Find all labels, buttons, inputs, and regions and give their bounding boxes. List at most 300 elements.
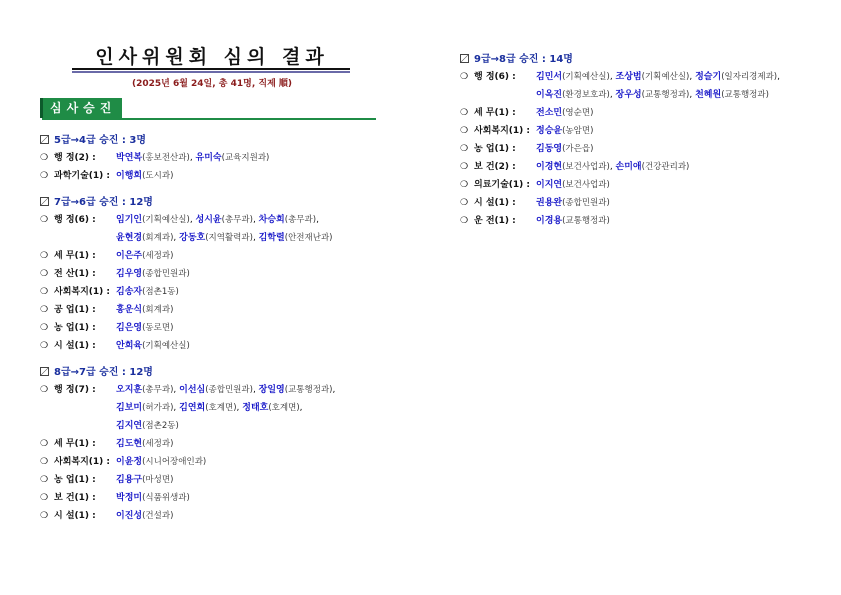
category-name: 전 산 bbox=[54, 269, 75, 279]
category-name: 행 정 bbox=[54, 385, 75, 395]
checkbox-icon bbox=[40, 135, 49, 144]
bullet-icon: ❍ bbox=[40, 511, 49, 521]
close-paren: ) bbox=[765, 90, 769, 100]
category-name: 공 업 bbox=[54, 305, 75, 315]
close-paren: ) bbox=[773, 72, 778, 82]
person-name: 김민서 bbox=[536, 72, 563, 82]
separator: , bbox=[173, 403, 180, 413]
people-list bbox=[116, 149, 269, 167]
category-name: 운 전 bbox=[474, 216, 495, 226]
person-name: 유미숙 bbox=[195, 153, 222, 163]
bullet-icon: ❍ bbox=[460, 108, 469, 118]
close-paren: ) bbox=[170, 403, 174, 413]
separator: , bbox=[236, 403, 243, 413]
people-list bbox=[116, 229, 332, 247]
department: 영순면 bbox=[565, 108, 591, 118]
category-label bbox=[54, 435, 116, 453]
people-list bbox=[116, 337, 190, 355]
category-name: 세 무 bbox=[54, 439, 75, 449]
people-list bbox=[116, 453, 206, 471]
department: 가은읍 bbox=[565, 144, 591, 154]
open-paren: ( bbox=[142, 457, 146, 467]
category-name: 행 정 bbox=[474, 72, 495, 82]
category-name: 보 건 bbox=[474, 162, 495, 172]
open-paren: ( bbox=[641, 90, 645, 100]
category-count: (1) : bbox=[508, 180, 531, 190]
category-label bbox=[54, 149, 116, 167]
person-name: 장일영 bbox=[258, 385, 285, 395]
separator: , bbox=[173, 385, 180, 395]
person-name: 김우영 bbox=[116, 269, 143, 279]
open-paren: ( bbox=[142, 323, 146, 333]
separator: , bbox=[689, 72, 696, 82]
department: 마성면 bbox=[145, 475, 171, 485]
bullet-icon: ❍ bbox=[40, 439, 49, 449]
bullet-icon: ❍ bbox=[460, 198, 469, 208]
category-row bbox=[40, 453, 400, 471]
people-list bbox=[116, 435, 173, 453]
person-name: 김보미 bbox=[116, 403, 143, 413]
close-paren: ) bbox=[186, 269, 190, 279]
category-row bbox=[460, 176, 830, 194]
category-name: 농 업 bbox=[474, 144, 495, 154]
person-name: 김지연 bbox=[116, 421, 143, 431]
people-list bbox=[116, 417, 179, 435]
open-paren: ( bbox=[142, 251, 146, 261]
person-name: 권용완 bbox=[536, 198, 563, 208]
department: 종합민원과 bbox=[145, 269, 187, 279]
department: 교통행정과 bbox=[288, 385, 330, 395]
category-row bbox=[460, 68, 830, 86]
people-list bbox=[116, 319, 173, 337]
department: 호계면 bbox=[208, 403, 234, 413]
category-count: (1) : bbox=[494, 198, 516, 208]
category-label bbox=[54, 211, 116, 229]
open-paren: ( bbox=[142, 421, 146, 431]
title-underline bbox=[72, 68, 350, 70]
group-spacer bbox=[40, 185, 400, 195]
department: 기획예산실 bbox=[565, 72, 607, 82]
category-count: (1) : bbox=[494, 108, 516, 118]
close-paren: ) bbox=[606, 72, 610, 82]
people-list bbox=[536, 158, 689, 176]
department: 건강관리과 bbox=[644, 162, 687, 172]
category-name: 세 무 bbox=[54, 251, 75, 261]
category-count: (1) : bbox=[74, 439, 96, 449]
open-paren: ( bbox=[221, 153, 225, 163]
person-name: 이은주 bbox=[116, 251, 143, 261]
category-label bbox=[474, 212, 536, 230]
people-list bbox=[536, 104, 593, 122]
close-paren: ) bbox=[606, 216, 610, 226]
category-name: 보 건 bbox=[54, 493, 75, 503]
close-paren: ) bbox=[329, 233, 333, 243]
group-title: 8급→7급 승진 : 12명 bbox=[54, 367, 153, 378]
department: 시니어장애인과 bbox=[145, 457, 203, 467]
person-name: 이선심 bbox=[179, 385, 206, 395]
category-row bbox=[40, 471, 400, 489]
category-count: (1) : bbox=[74, 475, 96, 485]
people-list bbox=[536, 122, 593, 140]
person-name: 김은영 bbox=[116, 323, 143, 333]
category-label bbox=[474, 140, 536, 158]
department: 안전재난과 bbox=[288, 233, 330, 243]
close-paren: ) bbox=[296, 403, 300, 413]
close-paren: ) bbox=[170, 251, 174, 261]
people-list bbox=[536, 176, 610, 194]
department: 환경보호과 bbox=[565, 90, 607, 100]
close-paren: ) bbox=[175, 287, 179, 297]
category-count: (1) : bbox=[74, 493, 96, 503]
category-row bbox=[460, 140, 830, 158]
category-label bbox=[474, 176, 536, 194]
department: 점촌1동 bbox=[145, 287, 176, 297]
group-heading bbox=[40, 133, 400, 149]
person-name: 김연희 bbox=[179, 403, 206, 413]
category-row bbox=[40, 211, 400, 229]
bullet-icon: ❍ bbox=[40, 251, 49, 261]
category-name: 사회복지 bbox=[474, 126, 509, 136]
bullet-icon: ❍ bbox=[40, 269, 49, 279]
open-paren: ( bbox=[142, 215, 146, 225]
department: 교통행정과 bbox=[724, 90, 766, 100]
category-row-continued bbox=[40, 229, 400, 247]
bullet-icon: ❍ bbox=[40, 153, 49, 163]
people-list bbox=[116, 211, 319, 229]
open-paren: ( bbox=[142, 305, 146, 315]
category-name: 시 설 bbox=[54, 511, 75, 521]
person-name: 천혜원 bbox=[695, 90, 722, 100]
person-name: 손미애 bbox=[615, 162, 642, 172]
people-list bbox=[536, 140, 593, 158]
category-name: 사회복지 bbox=[54, 287, 89, 297]
close-paren: ) bbox=[186, 341, 190, 351]
department: 총무과 bbox=[145, 385, 171, 395]
category-count: (6) : bbox=[494, 72, 516, 82]
checkbox-icon bbox=[40, 197, 49, 206]
open-paren: ( bbox=[142, 341, 146, 351]
person-name: 정슬기 bbox=[695, 72, 722, 82]
person-name: 김동영 bbox=[536, 144, 563, 154]
category-label bbox=[54, 247, 116, 265]
bullet-icon: ❍ bbox=[460, 162, 469, 172]
close-paren: ) bbox=[606, 198, 610, 208]
person-name: 전소민 bbox=[536, 108, 563, 118]
category-count: (1) : bbox=[494, 216, 516, 226]
close-paren: ) bbox=[590, 126, 594, 136]
category-count: (1) : bbox=[74, 511, 96, 521]
group-spacer bbox=[460, 230, 830, 240]
section-tab: 심사승진 bbox=[42, 98, 122, 118]
close-paren: ) bbox=[266, 153, 270, 163]
bullet-icon: ❍ bbox=[40, 305, 49, 315]
close-paren: ) bbox=[686, 162, 690, 172]
open-paren: ( bbox=[142, 233, 146, 243]
close-paren: ) bbox=[202, 457, 207, 467]
bullet-icon: ❍ bbox=[40, 323, 49, 333]
open-paren: ( bbox=[142, 439, 146, 449]
bullet-icon: ❍ bbox=[460, 144, 469, 154]
open-paren: ( bbox=[562, 180, 566, 190]
close-paren: ) bbox=[590, 108, 594, 118]
close-paren: ) bbox=[170, 171, 174, 181]
person-name: 김송자 bbox=[116, 287, 143, 297]
department: 세정과 bbox=[145, 439, 171, 449]
people-list bbox=[536, 68, 780, 86]
open-paren: ( bbox=[142, 475, 146, 485]
people-list bbox=[536, 86, 769, 104]
category-count: (2) : bbox=[494, 162, 516, 172]
open-paren: ( bbox=[562, 144, 566, 154]
person-name: 안희육 bbox=[116, 341, 143, 351]
category-name: 사회복지 bbox=[54, 457, 89, 467]
department: 동로면 bbox=[145, 323, 171, 333]
people-list bbox=[536, 212, 610, 230]
category-name: 행 정 bbox=[54, 153, 75, 163]
people-list bbox=[116, 301, 173, 319]
promotion-group bbox=[40, 133, 400, 185]
separator: , bbox=[299, 403, 303, 413]
category-label bbox=[474, 158, 536, 176]
separator: , bbox=[332, 385, 336, 395]
department: 교통행정과 bbox=[644, 90, 687, 100]
department: 홍보전산과 bbox=[145, 153, 187, 163]
separator: , bbox=[609, 72, 616, 82]
category-row bbox=[40, 319, 400, 337]
left-column bbox=[40, 133, 400, 535]
open-paren: ( bbox=[284, 385, 289, 395]
bullet-icon: ❍ bbox=[40, 385, 49, 395]
open-paren: ( bbox=[562, 198, 566, 208]
category-label bbox=[54, 167, 116, 185]
open-paren: ( bbox=[268, 403, 272, 413]
category-name: 시 설 bbox=[54, 341, 75, 351]
category-row bbox=[40, 265, 400, 283]
close-paren: ) bbox=[590, 144, 594, 154]
people-list bbox=[116, 507, 173, 525]
promotion-group bbox=[460, 52, 830, 230]
department: 회계과 bbox=[145, 233, 171, 243]
separator: , bbox=[777, 72, 780, 82]
category-count: (6) : bbox=[74, 215, 96, 225]
department: 건설과 bbox=[145, 511, 171, 521]
open-paren: ( bbox=[205, 403, 209, 413]
person-name: 정승윤 bbox=[536, 126, 563, 136]
promotion-group bbox=[40, 365, 400, 525]
category-name: 농 업 bbox=[54, 475, 75, 485]
open-paren: ( bbox=[205, 385, 209, 395]
people-list bbox=[116, 471, 173, 489]
category-row bbox=[40, 247, 400, 265]
bullet-icon: ❍ bbox=[40, 171, 49, 181]
separator: , bbox=[316, 215, 319, 225]
separator: , bbox=[689, 90, 696, 100]
category-name: 행 정 bbox=[54, 215, 75, 225]
person-name: 박정미 bbox=[116, 493, 143, 503]
open-paren: ( bbox=[142, 153, 146, 163]
category-label bbox=[474, 68, 536, 86]
department: 보건사업과 bbox=[565, 162, 607, 172]
open-paren: ( bbox=[641, 162, 645, 172]
department: 종합민원과 bbox=[208, 385, 250, 395]
category-count: (1) : bbox=[508, 126, 531, 136]
separator: , bbox=[252, 233, 259, 243]
open-paren: ( bbox=[562, 72, 566, 82]
department: 총무과 bbox=[288, 215, 313, 225]
category-row bbox=[460, 212, 830, 230]
category-label bbox=[54, 301, 116, 319]
category-row bbox=[40, 149, 400, 167]
person-name: 홍운식 bbox=[116, 305, 143, 315]
bullet-icon: ❍ bbox=[460, 72, 469, 82]
department: 회계과 bbox=[145, 305, 171, 315]
person-name: 임기인 bbox=[116, 215, 143, 225]
people-list bbox=[116, 489, 190, 507]
person-name: 조상범 bbox=[615, 72, 642, 82]
category-name: 세 무 bbox=[474, 108, 495, 118]
person-name: 김도현 bbox=[116, 439, 143, 449]
category-count: (1) : bbox=[494, 144, 516, 154]
category-count: (1) : bbox=[74, 323, 96, 333]
category-row bbox=[460, 104, 830, 122]
category-label bbox=[54, 381, 116, 399]
category-label bbox=[54, 471, 116, 489]
close-paren: ) bbox=[249, 215, 253, 225]
open-paren: ( bbox=[284, 215, 289, 225]
separator: , bbox=[609, 162, 616, 172]
department: 일자리경제과 bbox=[724, 72, 774, 82]
department: 교육지원과 bbox=[224, 153, 267, 163]
department: 세정과 bbox=[145, 251, 171, 261]
close-paren: ) bbox=[170, 323, 174, 333]
bullet-icon: ❍ bbox=[40, 475, 49, 485]
open-paren: ( bbox=[562, 162, 566, 172]
right-column bbox=[460, 52, 830, 240]
category-label bbox=[474, 194, 536, 212]
person-name: 김학렬 bbox=[258, 233, 285, 243]
group-title: 7급→6급 승진 : 12명 bbox=[54, 197, 153, 208]
category-row-continued bbox=[40, 399, 400, 417]
category-count: (1) : bbox=[88, 287, 111, 297]
open-paren: ( bbox=[221, 215, 225, 225]
group-title: 5급→4급 승진 : 3명 bbox=[54, 135, 146, 146]
person-name: 이진성 bbox=[116, 511, 143, 521]
close-paren: ) bbox=[606, 90, 610, 100]
close-paren: ) bbox=[329, 385, 333, 395]
person-name: 이지연 bbox=[536, 180, 563, 190]
section-underline bbox=[42, 118, 376, 120]
people-list bbox=[116, 265, 190, 283]
close-paren: ) bbox=[233, 403, 237, 413]
page-subtitle: (2025년 6월 24일, 총 41명, 직제 順) bbox=[131, 79, 293, 89]
department: 기획예산실 bbox=[644, 72, 687, 82]
department: 점촌2동 bbox=[145, 421, 176, 431]
promotion-group bbox=[40, 195, 400, 355]
close-paren: ) bbox=[170, 233, 174, 243]
separator: , bbox=[189, 215, 196, 225]
open-paren: ( bbox=[641, 72, 645, 82]
open-paren: ( bbox=[721, 72, 725, 82]
category-name: 농 업 bbox=[54, 323, 75, 333]
open-paren: ( bbox=[142, 287, 146, 297]
category-label bbox=[54, 337, 116, 355]
separator: , bbox=[252, 385, 259, 395]
person-name: 이경용 bbox=[536, 216, 563, 226]
category-label bbox=[474, 122, 536, 140]
bullet-icon: ❍ bbox=[40, 341, 49, 351]
people-list bbox=[116, 167, 173, 185]
group-spacer bbox=[40, 525, 400, 535]
open-paren: ( bbox=[562, 90, 566, 100]
close-paren: ) bbox=[249, 233, 253, 243]
close-paren: ) bbox=[170, 439, 174, 449]
person-name: 정태호 bbox=[242, 403, 269, 413]
category-row bbox=[40, 381, 400, 399]
bullet-icon: ❍ bbox=[460, 216, 469, 226]
separator: , bbox=[189, 153, 196, 163]
open-paren: ( bbox=[142, 403, 146, 413]
people-list bbox=[116, 399, 303, 417]
category-row bbox=[40, 167, 400, 185]
group-title: 9급→8급 승진 : 14명 bbox=[474, 54, 573, 65]
close-paren: ) bbox=[170, 305, 174, 315]
category-label bbox=[54, 489, 116, 507]
category-row bbox=[40, 507, 400, 525]
person-name: 성시윤 bbox=[195, 215, 222, 225]
group-heading bbox=[40, 195, 400, 211]
category-row bbox=[460, 122, 830, 140]
close-paren: ) bbox=[186, 493, 190, 503]
group-spacer bbox=[40, 355, 400, 365]
category-count: (1) : bbox=[88, 457, 111, 467]
open-paren: ( bbox=[205, 233, 209, 243]
people-list bbox=[536, 194, 610, 212]
category-row bbox=[40, 283, 400, 301]
separator: , bbox=[173, 233, 180, 243]
department: 교통행정과 bbox=[565, 216, 607, 226]
category-row bbox=[40, 435, 400, 453]
category-label bbox=[54, 319, 116, 337]
close-paren: ) bbox=[170, 385, 174, 395]
department: 기획예산실 bbox=[145, 215, 187, 225]
department: 식품위생과 bbox=[145, 493, 187, 503]
department: 호계면 bbox=[271, 403, 297, 413]
person-name: 윤현경 bbox=[116, 233, 143, 243]
open-paren: ( bbox=[562, 216, 566, 226]
person-name: 박연복 bbox=[116, 153, 143, 163]
category-label bbox=[474, 104, 536, 122]
bullet-icon: ❍ bbox=[40, 287, 49, 297]
open-paren: ( bbox=[142, 511, 146, 521]
category-label bbox=[54, 265, 116, 283]
category-count: (1) : bbox=[88, 171, 111, 181]
open-paren: ( bbox=[142, 493, 146, 503]
bullet-icon: ❍ bbox=[460, 126, 469, 136]
bullet-icon: ❍ bbox=[40, 457, 49, 467]
department: 총무과 bbox=[224, 215, 250, 225]
close-paren: ) bbox=[249, 385, 253, 395]
open-paren: ( bbox=[142, 385, 146, 395]
department: 종합민원과 bbox=[565, 198, 607, 208]
bullet-icon: ❍ bbox=[40, 493, 49, 503]
person-name: 이경현 bbox=[536, 162, 563, 172]
group-heading bbox=[40, 365, 400, 381]
close-paren: ) bbox=[312, 215, 317, 225]
category-row bbox=[460, 158, 830, 176]
category-label bbox=[54, 507, 116, 525]
category-count: (1) : bbox=[74, 269, 96, 279]
separator: , bbox=[609, 90, 616, 100]
